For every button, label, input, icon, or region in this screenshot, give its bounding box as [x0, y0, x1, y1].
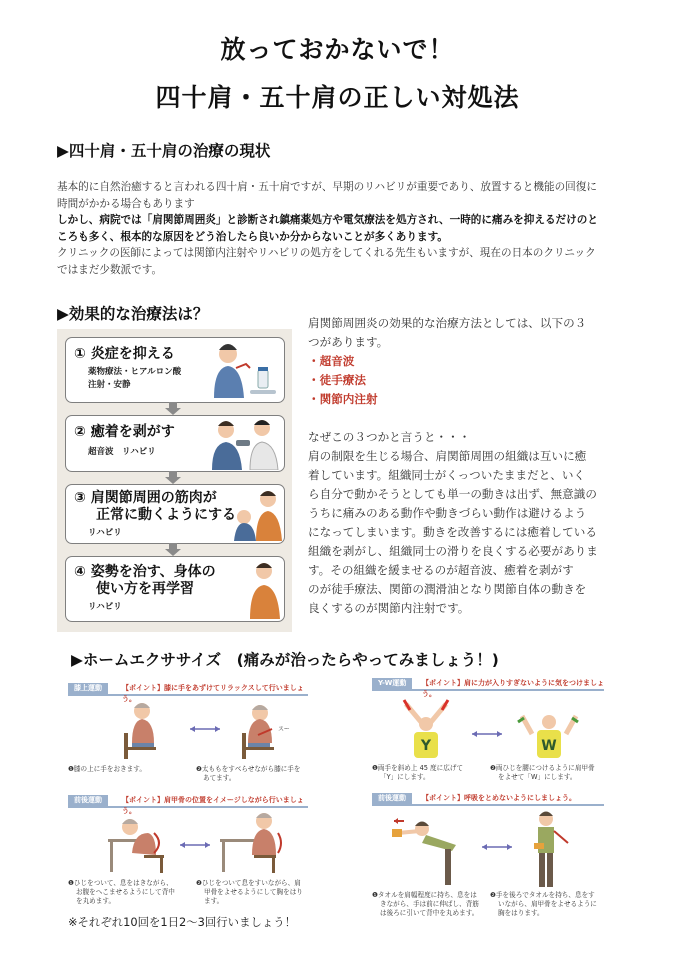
step-sub: 超音波 リハビリ — [88, 447, 156, 457]
exercise-panel-towel — [372, 793, 604, 915]
exercise-caption: 「Y」にします。 — [380, 773, 430, 781]
patient-shoulder-illustration — [206, 340, 280, 398]
exercise-panel-yw — [372, 678, 604, 783]
exercise-caption: ❶両手を斜め上 45 度に広げて — [372, 764, 464, 772]
explain-line: うちに痛みのある動作や動きづらい動作は避けるよう — [308, 506, 587, 520]
current-status-text — [57, 179, 657, 278]
towel-exercise-illustration — [386, 807, 596, 889]
treatment-step-1 — [65, 337, 285, 403]
explain-line: す。その組織を緩ませるのが超音波、癒着を剥がす — [308, 563, 574, 577]
posture-illustration — [242, 559, 282, 619]
explain-line: ら自分で動かそうとしても単一の動きは出ず、無意識の — [308, 487, 597, 501]
step-sub: リハビリ — [88, 602, 122, 612]
explain-line: 着しています。組織同士がくっついたままだと、いく — [308, 468, 586, 482]
step-sub: 薬物療法・ヒアルロン酸 — [88, 367, 182, 377]
exercise-caption: ❷ひじをついて息をすいながら、肩 — [196, 879, 301, 887]
exercise-tag: Y-W運動 — [372, 678, 412, 689]
exercise-caption: お腹をへこませるようにして背中 — [76, 888, 175, 896]
exercise-hint: 【ポイント】肩に力が入りすぎないように気をつけましょう。 — [422, 679, 604, 698]
paragraph-line-bold: しかし、病院では「肩関節周囲炎」と診断され鎮痛薬処方や電気療法を処方され、一時的に痛みを抑えるだけのと — [57, 214, 598, 226]
exercise-caption: いながら、肩甲骨をよせるように — [498, 900, 597, 908]
intro-line: つがあります。 — [308, 335, 389, 349]
method-manual-therapy: ・徒手療法 — [308, 373, 366, 387]
therapist-shoulder-illustration — [234, 487, 282, 541]
down-arrow-icon — [165, 402, 181, 415]
step-title: ④ 姿勢を治す、身体の — [74, 564, 216, 580]
ultrasound-treatment-illustration — [206, 416, 282, 470]
exercise-panel-knee — [68, 683, 308, 783]
exercise-caption: あてます。 — [203, 774, 236, 782]
exercise-panel-desk — [68, 795, 308, 907]
exercise-caption: 甲骨をよせるようにして胸をはり — [204, 888, 303, 896]
paragraph-line: クリニックの医師によっては関節内注射やリハビリの処方をしてくれる先生もいますが、現在の日本のクリニック — [57, 247, 596, 259]
step-title-line-2: 使い方を再学習 — [96, 581, 194, 597]
method-ultrasound: ・超音波 — [308, 354, 355, 368]
step-title-line-2: 正常に動くようにする — [96, 507, 236, 523]
step-title: ① 炎症を抑える — [74, 346, 175, 362]
exercise-hint: 【ポイント】肩甲骨の位置をイメージしながら行いましょう。 — [122, 796, 304, 815]
exercise-hint: 【ポイント】呼吸をとめないようにしましょう。 — [422, 794, 576, 802]
w-letter: W — [541, 738, 557, 754]
exercise-caption: ❷手を後ろでタオルを持ち、息をす — [490, 891, 595, 899]
step-sub: 注射・安静 — [88, 380, 131, 390]
paragraph-line: 基本的に自然治癒すると言われる四十肩・五十肩ですが、早期のリハビリが重要であり、放置すると機能の回復に — [57, 181, 597, 193]
exercise-tag: 前後運動 — [68, 795, 108, 806]
step-title: ③ 肩関節周囲の筋肉が — [74, 490, 217, 506]
explain-line: になってしまいます。動きを改善するには癒着している — [308, 525, 597, 539]
exercise-caption: きながら、手は前に伸ばし、背筋 — [380, 900, 479, 908]
page-title-line-1: 放っておかないで！ — [220, 35, 455, 64]
exercise-caption: ❷太ももをすべらせながら膝に手を — [196, 765, 301, 773]
treatment-step-2 — [65, 415, 285, 472]
treatment-step-4 — [65, 556, 285, 622]
step-title: ② 癒着を剥がす — [74, 424, 175, 440]
explain-line: 組織を剥がし、組織同士の滑りを良くする必要がありま — [308, 544, 598, 558]
intro-line: 肩関節周囲炎の効果的な治療方法としては、以下の３ — [308, 316, 587, 330]
exercise-caption: ❷両ひじを腰につけるように肩甲骨 — [490, 764, 595, 772]
step-sub: リハビリ — [88, 528, 122, 538]
explain-line: 良くするのが関節内注射です。 — [308, 601, 470, 615]
paragraph-line: 時間がかかる場合もあります — [57, 197, 195, 210]
treatment-explanation — [308, 314, 628, 618]
motion-callout: スー — [278, 726, 290, 733]
exercise-caption: をよせて「W」にします。 — [498, 773, 577, 781]
section-heading-home-exercise: ▶ホームエクササイズ (痛みが治ったらやってみましょう！) — [71, 651, 499, 669]
exercise-caption: 胸をはります。 — [498, 909, 544, 917]
page-title-line-2: 四十肩・五十肩の正しい対処法 — [155, 83, 520, 112]
exercise-caption: ❶膝の上に手をおきます。 — [68, 765, 146, 773]
exercise-hint: 【ポイント】膝に手をあずけてリラックスして行いましょう。 — [122, 684, 304, 703]
down-arrow-icon — [165, 543, 181, 556]
exercise-tag: 前後運動 — [372, 793, 412, 804]
desk-exercise-illustration — [104, 809, 294, 875]
exercise-caption: を丸めます。 — [76, 897, 116, 905]
explain-line: のが徒手療法、関節の潤滑油となり関節自体の動きを — [308, 582, 587, 596]
section-heading-current-status: ▶四十肩・五十肩の治療の現状 — [57, 142, 271, 160]
section-heading-effective-treatment: ▶効果的な治療法は？ — [57, 305, 209, 323]
exercise-caption: は後ろに引いて背中を丸めます。 — [380, 909, 479, 917]
treatment-steps-panel — [57, 329, 292, 632]
exercise-caption: ます。 — [204, 897, 224, 905]
down-arrow-icon — [165, 471, 181, 484]
exercise-caption: ❶タオルを肩幅程度に持ち、息をは — [372, 891, 477, 899]
knee-exercise-illustration — [120, 699, 290, 761]
why-line: なぜこの３つかと言うと・・・ — [308, 430, 471, 444]
y-letter: Y — [420, 738, 432, 754]
exercise-caption: ❶ひじをついて、息をはきながら、 — [68, 879, 173, 887]
explain-line: 肩の制限を生じる場合、肩関節周囲の組織は互いに癒 — [308, 449, 587, 463]
treatment-step-3 — [65, 484, 285, 544]
exercise-tag: 膝上運動 — [68, 683, 108, 694]
method-joint-injection: ・関節内注射 — [308, 392, 378, 406]
paragraph-line-bold: ころも多く、根本的な原因をどう治したら良いか分からないことが多くあります。 — [57, 230, 448, 243]
paragraph-line: ではまだ少数派です。 — [57, 263, 163, 276]
exercise-frequency-note: ※それぞれ10回を1日2〜3回行いましょう！ — [68, 915, 297, 929]
yw-exercise-illustration — [392, 694, 592, 760]
